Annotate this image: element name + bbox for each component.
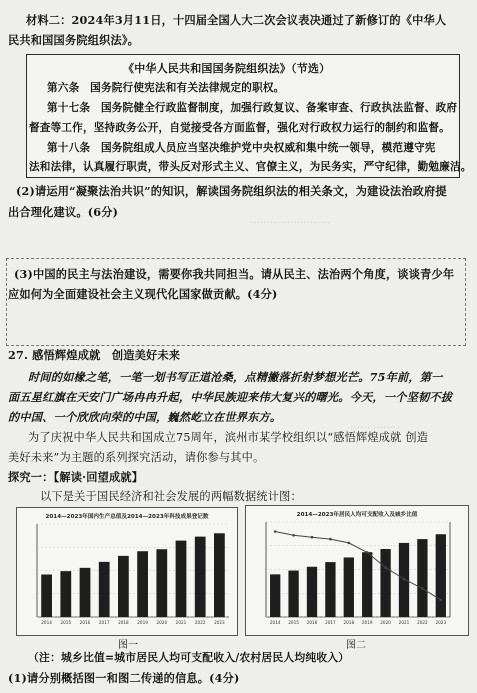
x-tick-label: 2016: [79, 620, 91, 625]
x-tick-label: 2021: [398, 620, 410, 625]
law-article-6: 第六条 国务院行使宪法和有关法律规定的职权。: [47, 82, 285, 94]
chart-1-caption: 图一: [118, 640, 138, 651]
question-3-cont: 应如何为全面建设社会主义现代化国家做贡献。(4分): [8, 287, 278, 301]
law-excerpt-box: [26, 54, 472, 178]
x-tick-label: 2014: [41, 620, 52, 625]
bar: [417, 539, 427, 617]
line-point: [440, 599, 443, 602]
bleed-through-text: ……………………: [250, 215, 330, 226]
chart-title: 2014—2023年居民人均可支配收入及城乡比值: [296, 512, 418, 518]
chart-2-frame: [245, 505, 469, 636]
x-tick-label: 2014: [269, 620, 281, 625]
line-point: [403, 578, 406, 581]
material2-lead: 材料二：2024年3月11日，十四届全国人大二次会议表决通过了新修订的《中华人: [26, 13, 447, 27]
chart-1: [17, 508, 237, 635]
line-point: [311, 536, 314, 539]
bar: [137, 551, 148, 617]
line-point: [348, 542, 351, 545]
q27-para2: 为了庆祝中华人民共和国成立75周年，滨州市某学校组织以“感悟辉煌成就 创造: [28, 431, 429, 444]
chart-title: 2014—2023年国内生产总值及2014—2023年科技成果登记数: [45, 514, 209, 520]
x-tick-label: 2016: [306, 620, 318, 625]
bar: [195, 537, 206, 617]
line-point: [329, 538, 332, 541]
line-point: [292, 534, 295, 537]
law-box-title: 《中华人民共和国国务院组织法》（节选）: [123, 62, 331, 75]
bar: [214, 533, 225, 617]
bar: [362, 552, 372, 617]
chart-2-caption: 图二: [346, 640, 366, 651]
bar: [118, 556, 129, 617]
bar: [176, 541, 187, 617]
material2-lead-cont: 民共和国国务院组织法》。: [8, 33, 140, 47]
q27-para1: 时间的如椽之笔，一笔一划书写正道沧桑，点精撇落折射梦想光芒。75年前，第一: [28, 370, 443, 384]
x-tick-label: 2017: [325, 620, 336, 625]
bar: [307, 567, 317, 617]
line-point: [274, 530, 277, 533]
line-point: [384, 566, 387, 569]
question-2: (2)请运用“凝聚法治共识”的知识，解读国务院组织法的相关条文，为建设法治政府提: [16, 184, 447, 198]
ratio-note: （注：城乡比值=城市居民人均可支配收入/农村居民人均纯收入）: [28, 651, 350, 664]
bar: [288, 571, 298, 617]
law-article-18: 第十八条 国务院组成人员应当坚决维护党中央权威和集中统一领导，模范遵守宪: [47, 142, 436, 154]
x-tick-label: 2015: [60, 620, 72, 625]
question-3: (3)中国的民主与法治建设，需要你我共同担当。请从民主、法治两个角度，谈谈青少年: [14, 267, 455, 281]
explore-heading: 探究一：【解读·回望成就】: [8, 470, 144, 484]
x-tick-label: 2017: [98, 620, 110, 625]
bleed-through-text: ……………: [350, 420, 400, 431]
bar: [99, 562, 110, 617]
bar: [270, 574, 280, 617]
x-tick-label: 2020: [156, 620, 168, 625]
bar: [436, 534, 446, 617]
x-tick-label: 2020: [380, 620, 391, 625]
q27-para1-cont: 面五星红旗在天安门广场冉冉升起，中华民族迎来伟大复兴的曙光。今天，一个坚韧不拔: [8, 390, 453, 404]
x-tick-label: 2023: [435, 620, 447, 625]
question-27-heading: 27. 感悟辉煌成就 创造美好未来: [8, 348, 181, 362]
x-tick-label: 2021: [175, 620, 187, 625]
charts-intro: 以下是关于国民经济和社会发展的两幅数据统计图：: [40, 490, 302, 503]
chart-2: [246, 506, 468, 635]
question-27-1: (1)请分别概括图一和图二传递的信息。(4分): [8, 671, 240, 685]
x-tick-label: 2018: [343, 620, 355, 625]
x-tick-label: 2022: [194, 620, 206, 625]
series-line: [275, 532, 441, 600]
x-tick-label: 2023: [214, 620, 225, 625]
question-2-cont: 出合理化建议。(6分): [8, 205, 119, 219]
x-tick-label: 2018: [118, 620, 129, 625]
x-tick-label: 2022: [417, 620, 428, 625]
bar: [344, 557, 354, 617]
bar: [325, 562, 335, 617]
x-tick-label: 2019: [361, 620, 373, 625]
x-tick-label: 2015: [288, 620, 299, 625]
line-point: [366, 551, 369, 554]
q27-para1-end: 的中国、一个欣欣向荣的中国，巍然屹立在世界东方。: [8, 410, 282, 424]
x-tick-label: 2019: [137, 620, 148, 625]
q27-para2-cont: 美好未来”为主题的系列探究活动，请你参与其中。: [8, 451, 265, 464]
bar: [380, 549, 390, 617]
bar: [156, 549, 167, 617]
law-article-17-cont: 督查等工作，坚持政务公开，自觉接受各方面监督，强化对行政权力运行的制约和监督。: [29, 122, 450, 134]
law-article-18-cont: 法和法律，认真履行职责，带头反对形式主义、官僚主义，为民务实，严守纪律，勤勉廉洁。: [29, 161, 472, 173]
chart-1-frame: [16, 507, 238, 636]
bar: [60, 571, 71, 617]
law-article-17: 第十七条 国务院健全行政监督制度，加强行政复议、备案审查、行政执法监督、政府: [47, 102, 458, 114]
line-point: [421, 587, 424, 590]
bar: [80, 568, 91, 617]
bar: [41, 574, 52, 617]
